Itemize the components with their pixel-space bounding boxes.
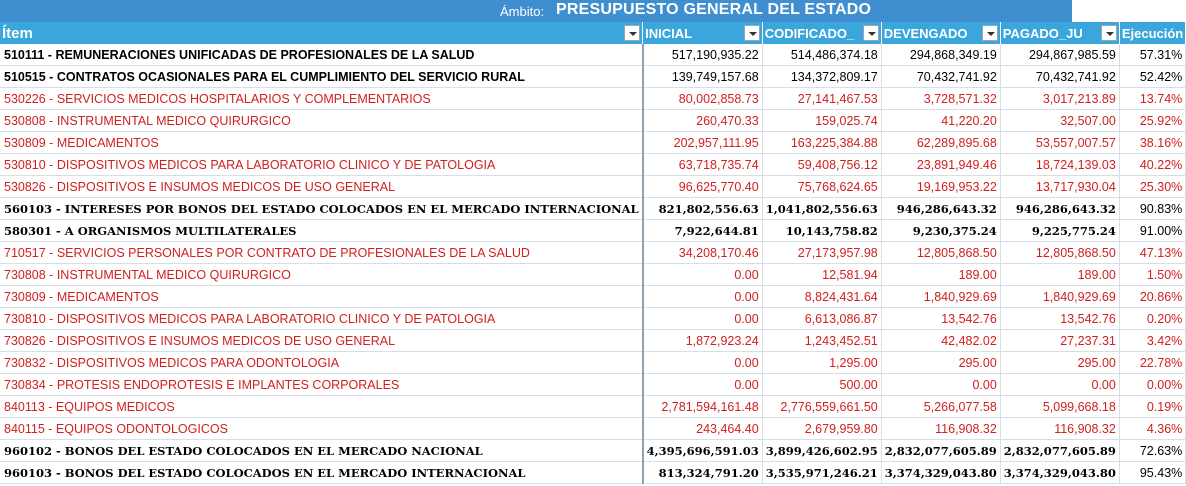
chevron-down-icon[interactable] <box>863 25 879 41</box>
cell-item[interactable]: 840115 - EQUIPOS ODONTOLOGICOS <box>0 418 643 440</box>
cell-devengado[interactable]: 9,230,375.24 <box>881 220 1000 242</box>
cell-item[interactable]: 530226 - SERVICIOS MEDICOS HOSPITALARIOS Y COMPLEMENTARIOS <box>0 88 643 110</box>
cell-inicial[interactable]: 821,802,556.63 <box>643 198 763 220</box>
cell-pagado[interactable]: 295.00 <box>1000 352 1119 374</box>
cell-pagado[interactable]: 2,832,077,605.89 <box>1000 440 1119 462</box>
cell-devengado[interactable]: 189.00 <box>881 264 1000 286</box>
cell-codificado[interactable]: 3,535,971,246.21 <box>762 462 881 484</box>
cell-pagado[interactable]: 18,724,139.03 <box>1000 154 1119 176</box>
cell-ejecucion[interactable]: 52.42% <box>1119 66 1185 88</box>
cell-codificado[interactable]: 75,768,624.65 <box>762 176 881 198</box>
column-header-ejecucion-label: Ejecución <box>1121 26 1184 42</box>
cell-codificado[interactable]: 159,025.74 <box>762 110 881 132</box>
cell-devengado[interactable]: 3,374,329,043.80 <box>881 462 1000 484</box>
header-row <box>0 22 1186 44</box>
cell-item[interactable]: 730826 - DISPOSITIVOS E INSUMOS MEDICOS DE USO GENERAL <box>0 330 643 352</box>
chevron-down-icon[interactable] <box>624 25 640 41</box>
cell-inicial[interactable]: 80,002,858.73 <box>643 88 763 110</box>
cell-ejecucion[interactable]: 13.74% <box>1119 88 1185 110</box>
cell-pagado[interactable]: 294,867,985.59 <box>1000 44 1119 66</box>
cell-item[interactable]: 530809 - MEDICAMENTOS <box>0 132 643 154</box>
cell-inicial[interactable]: 4,395,696,591.03 <box>643 440 763 462</box>
column-header-ejecucion[interactable] <box>1119 22 1185 44</box>
cell-item[interactable]: 510515 - CONTRATOS OCASIONALES PARA EL CUMPLIMIENTO DEL SERVICIO RURAL <box>0 66 643 88</box>
cell-codificado[interactable]: 134,372,809.17 <box>762 66 881 88</box>
column-header-pagado[interactable] <box>1000 22 1119 44</box>
cell-devengado[interactable]: 295.00 <box>881 352 1000 374</box>
cell-pagado[interactable]: 13,717,930.04 <box>1000 176 1119 198</box>
cell-pagado[interactable]: 70,432,741.92 <box>1000 66 1119 88</box>
cell-pagado[interactable]: 0.00 <box>1000 374 1119 396</box>
column-header-codificado[interactable] <box>762 22 881 44</box>
cell-ejecucion[interactable]: 0.20% <box>1119 308 1185 330</box>
cell-codificado[interactable]: 12,581.94 <box>762 264 881 286</box>
cell-inicial[interactable]: 34,208,170.46 <box>643 242 763 264</box>
table-row[interactable] <box>0 352 1186 374</box>
cell-ejecucion[interactable]: 1.50% <box>1119 264 1185 286</box>
table-row[interactable] <box>0 286 1186 308</box>
cell-codificado[interactable]: 59,408,756.12 <box>762 154 881 176</box>
scope-label: Ámbito: <box>500 4 545 19</box>
table-row[interactable] <box>0 374 1186 396</box>
cell-inicial[interactable]: 0.00 <box>643 352 763 374</box>
table-row[interactable] <box>0 462 1186 484</box>
cell-ejecucion[interactable]: 0.19% <box>1119 396 1185 418</box>
scope-banner <box>0 0 1072 22</box>
column-header-codificado-label: CODIFICADO_ <box>764 26 855 42</box>
cell-inicial[interactable]: 0.00 <box>643 374 763 396</box>
cell-ejecucion[interactable]: 47.13% <box>1119 242 1185 264</box>
cell-devengado[interactable]: 23,891,949.46 <box>881 154 1000 176</box>
cell-ejecucion[interactable]: 25.92% <box>1119 110 1185 132</box>
cell-devengado[interactable]: 42,482.02 <box>881 330 1000 352</box>
cell-pagado[interactable]: 12,805,868.50 <box>1000 242 1119 264</box>
cell-codificado[interactable]: 163,225,384.88 <box>762 132 881 154</box>
cell-devengado[interactable]: 70,432,741.92 <box>881 66 1000 88</box>
cell-codificado[interactable]: 8,824,431.64 <box>762 286 881 308</box>
cell-pagado[interactable]: 5,099,668.18 <box>1000 396 1119 418</box>
table-row[interactable] <box>0 88 1186 110</box>
cell-inicial[interactable]: 243,464.40 <box>643 418 763 440</box>
table-row[interactable] <box>0 440 1186 462</box>
cell-devengado[interactable]: 13,542.76 <box>881 308 1000 330</box>
table-row[interactable] <box>0 396 1186 418</box>
cell-devengado[interactable]: 62,289,895.68 <box>881 132 1000 154</box>
cell-ejecucion[interactable]: 0.00% <box>1119 374 1185 396</box>
cell-item[interactable]: 730809 - MEDICAMENTOS <box>0 286 643 308</box>
table-row[interactable] <box>0 308 1186 330</box>
cell-codificado[interactable]: 514,486,374.18 <box>762 44 881 66</box>
cell-inicial[interactable]: 139,749,157.68 <box>643 66 763 88</box>
cell-inicial[interactable]: 202,957,111.95 <box>643 132 763 154</box>
cell-item[interactable]: 710517 - SERVICIOS PERSONALES POR CONTRATO DE PROFESIONALES DE LA SALUD <box>0 242 643 264</box>
cell-inicial[interactable]: 517,190,935.22 <box>643 44 763 66</box>
cell-item[interactable]: 530826 - DISPOSITIVOS E INSUMOS MEDICOS DE USO GENERAL <box>0 176 643 198</box>
cell-devengado[interactable]: 1,840,929.69 <box>881 286 1000 308</box>
table-row[interactable] <box>0 330 1186 352</box>
cell-inicial[interactable]: 0.00 <box>643 308 763 330</box>
cell-item[interactable]: 730808 - INSTRUMENTAL MEDICO QUIRURGICO <box>0 264 643 286</box>
cell-devengado[interactable]: 0.00 <box>881 374 1000 396</box>
cell-ejecucion[interactable]: 20.86% <box>1119 286 1185 308</box>
cell-devengado[interactable]: 2,832,077,605.89 <box>881 440 1000 462</box>
cell-codificado[interactable]: 1,041,802,556.63 <box>762 198 881 220</box>
cell-pagado[interactable]: 3,374,329,043.80 <box>1000 462 1119 484</box>
cell-codificado[interactable]: 27,173,957.98 <box>762 242 881 264</box>
cell-pagado[interactable]: 13,542.76 <box>1000 308 1119 330</box>
cell-ejecucion[interactable]: 95.43% <box>1119 462 1185 484</box>
column-header-item[interactable] <box>0 22 643 44</box>
cell-item[interactable]: 960102 - BONOS DEL ESTADO COLOCADOS EN EL MERCADO NACIONAL <box>0 440 643 462</box>
cell-pagado[interactable]: 946,286,643.32 <box>1000 198 1119 220</box>
cell-pagado[interactable]: 1,840,929.69 <box>1000 286 1119 308</box>
cell-codificado[interactable]: 2,679,959.80 <box>762 418 881 440</box>
cell-codificado[interactable]: 1,243,452.51 <box>762 330 881 352</box>
chevron-down-icon[interactable] <box>744 25 760 41</box>
cell-ejecucion[interactable]: 57.31% <box>1119 44 1185 66</box>
cell-ejecucion[interactable]: 25.30% <box>1119 176 1185 198</box>
cell-ejecucion[interactable]: 72.63% <box>1119 440 1185 462</box>
cell-devengado[interactable]: 3,728,571.32 <box>881 88 1000 110</box>
column-header-pagado-label: PAGADO_JU <box>1002 26 1083 42</box>
cell-pagado[interactable]: 53,557,007.57 <box>1000 132 1119 154</box>
cell-ejecucion[interactable]: 38.16% <box>1119 132 1185 154</box>
table-row[interactable] <box>0 176 1186 198</box>
cell-item[interactable]: 560103 - INTERESES POR BONOS DEL ESTADO COLOCADOS EN EL MERCADO INTERNACIONAL <box>0 198 643 220</box>
cell-item[interactable]: 730832 - DISPOSITIVOS MEDICOS PARA ODONTOLOGIA <box>0 352 643 374</box>
cell-devengado[interactable]: 116,908.32 <box>881 418 1000 440</box>
table-row[interactable] <box>0 66 1186 88</box>
cell-codificado[interactable]: 10,143,758.82 <box>762 220 881 242</box>
cell-inicial[interactable]: 2,781,594,161.48 <box>643 396 763 418</box>
cell-ejecucion[interactable]: 3.42% <box>1119 330 1185 352</box>
cell-inicial[interactable]: 63,718,735.74 <box>643 154 763 176</box>
cell-item[interactable]: 530808 - INSTRUMENTAL MEDICO QUIRURGICO <box>0 110 643 132</box>
table-row[interactable] <box>0 264 1186 286</box>
cell-inicial[interactable]: 1,872,923.24 <box>643 330 763 352</box>
table-row[interactable] <box>0 220 1186 242</box>
column-header-devengado[interactable] <box>881 22 1000 44</box>
cell-inicial[interactable]: 0.00 <box>643 286 763 308</box>
cell-inicial[interactable]: 260,470.33 <box>643 110 763 132</box>
chevron-down-icon[interactable] <box>1101 25 1117 41</box>
cell-pagado[interactable]: 3,017,213.89 <box>1000 88 1119 110</box>
scope-title: PRESUPUESTO GENERAL DEL ESTADO <box>556 1 872 18</box>
cell-codificado[interactable]: 500.00 <box>762 374 881 396</box>
cell-devengado[interactable]: 41,220.20 <box>881 110 1000 132</box>
cell-item[interactable]: 730810 - DISPOSITIVOS MEDICOS PARA LABORATORIO CLINICO Y DE PATOLOGIA <box>0 308 643 330</box>
cell-ejecucion[interactable]: 40.22% <box>1119 154 1185 176</box>
cell-codificado[interactable]: 1,295.00 <box>762 352 881 374</box>
table-row[interactable] <box>0 242 1186 264</box>
table-row[interactable] <box>0 44 1186 66</box>
column-header-inicial[interactable] <box>643 22 763 44</box>
column-header-item-label: Ítem <box>2 24 33 42</box>
cell-inicial[interactable]: 96,625,770.40 <box>643 176 763 198</box>
cell-pagado[interactable]: 32,507.00 <box>1000 110 1119 132</box>
chevron-down-icon[interactable] <box>982 25 998 41</box>
table-row[interactable] <box>0 132 1186 154</box>
cell-codificado[interactable]: 2,776,559,661.50 <box>762 396 881 418</box>
cell-item[interactable]: 580301 - A ORGANISMOS MULTILATERALES <box>0 220 643 242</box>
budget-table <box>0 22 1186 484</box>
cell-item[interactable]: 530810 - DISPOSITIVOS MEDICOS PARA LABORATORIO CLINICO Y DE PATOLOGIA <box>0 154 643 176</box>
cell-pagado[interactable]: 189.00 <box>1000 264 1119 286</box>
cell-pagado[interactable]: 27,237.31 <box>1000 330 1119 352</box>
cell-devengado[interactable]: 946,286,643.32 <box>881 198 1000 220</box>
cell-item[interactable]: 510111 - REMUNERACIONES UNIFICADAS DE PROFESIONALES DE LA SALUD <box>0 44 643 66</box>
cell-inicial[interactable]: 7,922,644.81 <box>643 220 763 242</box>
cell-devengado[interactable]: 19,169,953.22 <box>881 176 1000 198</box>
column-header-devengado-label: DEVENGADO <box>883 26 968 42</box>
table-row[interactable] <box>0 418 1186 440</box>
cell-codificado[interactable]: 6,613,086.87 <box>762 308 881 330</box>
cell-codificado[interactable]: 27,141,467.53 <box>762 88 881 110</box>
cell-ejecucion[interactable]: 22.78% <box>1119 352 1185 374</box>
cell-item[interactable]: 840113 - EQUIPOS MEDICOS <box>0 396 643 418</box>
cell-ejecucion[interactable]: 90.83% <box>1119 198 1185 220</box>
cell-pagado[interactable]: 116,908.32 <box>1000 418 1119 440</box>
cell-inicial[interactable]: 813,324,791.20 <box>643 462 763 484</box>
cell-devengado[interactable]: 294,868,349.19 <box>881 44 1000 66</box>
cell-devengado[interactable]: 5,266,077.58 <box>881 396 1000 418</box>
cell-inicial[interactable]: 0.00 <box>643 264 763 286</box>
table-row[interactable] <box>0 154 1186 176</box>
cell-devengado[interactable]: 12,805,868.50 <box>881 242 1000 264</box>
cell-ejecucion[interactable]: 91.00% <box>1119 220 1185 242</box>
cell-ejecucion[interactable]: 4.36% <box>1119 418 1185 440</box>
table-row[interactable] <box>0 110 1186 132</box>
cell-item[interactable]: 960103 - BONOS DEL ESTADO COLOCADOS EN EL MERCADO INTERNACIONAL <box>0 462 643 484</box>
column-header-inicial-label: INICIAL <box>645 26 693 42</box>
table-row[interactable] <box>0 198 1186 220</box>
cell-item[interactable]: 730834 - PROTESIS ENDOPROTESIS E IMPLANTES CORPORALES <box>0 374 643 396</box>
cell-codificado[interactable]: 3,899,426,602.95 <box>762 440 881 462</box>
cell-pagado[interactable]: 9,225,775.24 <box>1000 220 1119 242</box>
